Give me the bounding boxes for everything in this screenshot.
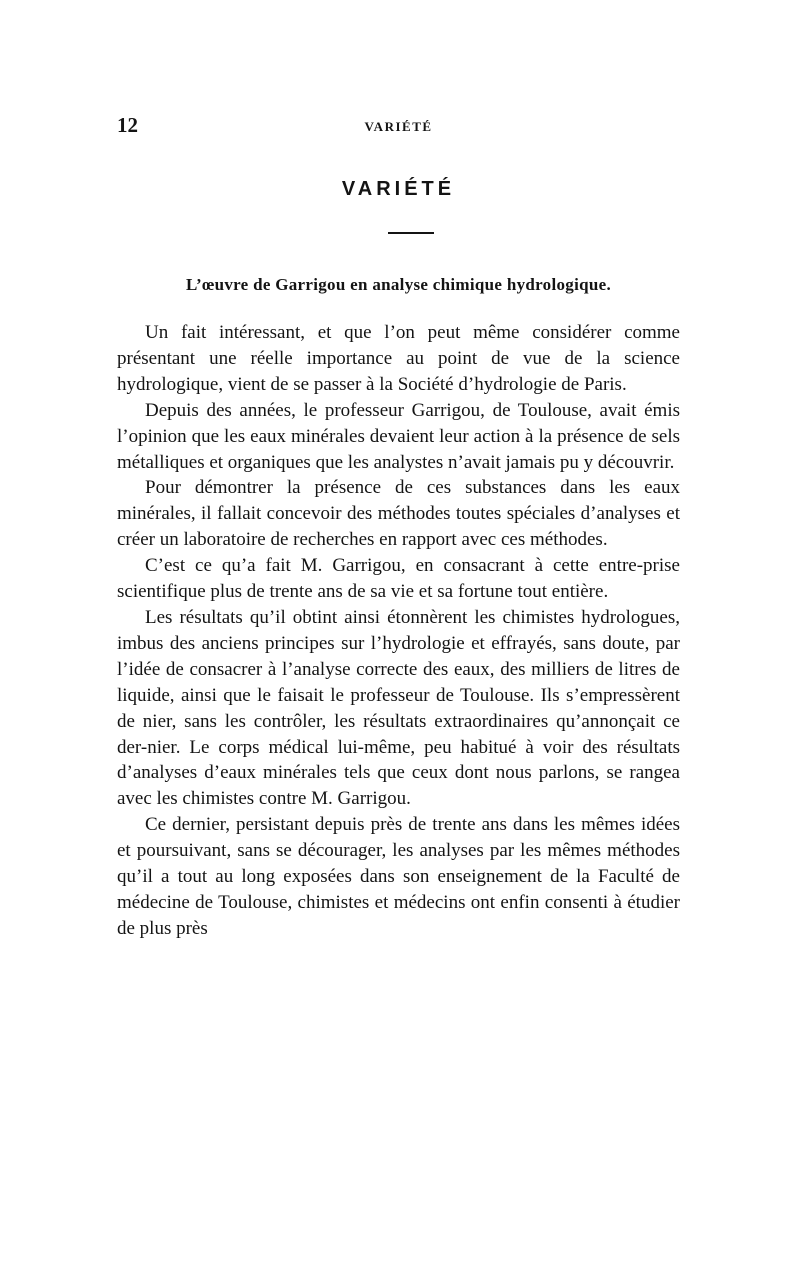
article-body <box>117 320 680 942</box>
paragraph: Pour démontrer la présence de ces substances dans les eaux minérales, il fallait concevoir des méthodes toutes spéciales d’analyses et créer un laboratoire de recherches en rapport avec ces méthodes. <box>117 477 680 551</box>
page-header <box>117 113 680 143</box>
paragraph: Les résultats qu’il obtint ainsi étonnèrent les chimistes hydrologues, imbus des anciens principes sur l’hydrologie et effrayés, sans doute, par l’idée de consacrer à l’analyse correcte des eaux, des milliers de litres de liquide, ainsi que le faisait le professeur de Toulouse. Ils s’empressèrent de nier, sans les contrôler, les résultats extraordinaires qu’annonçait ce der-nier. Le corps médical lui-même, peu habitué à voir des résultats d’analyses d’eaux minérales tels que ceux dont nous parlons, se rangea avec les chimistes contre M. Garrigou. <box>117 606 680 810</box>
paragraph: C’est ce qu’a fait M. Garrigou, en consacrant à cette entre-prise scientifique plus de trente ans de sa vie et sa fortune tout entière. <box>117 555 680 603</box>
paragraph: Ce dernier, persistant depuis près de trente ans dans les mêmes idées et poursuivant, sans se décourager, les analyses par les mêmes méthodes qu’il a tout au long exposées dans son enseignement de la Faculté de médecine de Toulouse, chimistes et médecins ont enfin consenti à étudier de plus près <box>117 814 680 939</box>
article-title: VARIÉTÉ <box>341 178 456 200</box>
paragraph: Un fait intéressant, et que l’on peut même considérer comme présentant une réelle importance au point de vue de la science hydrologique, vient de se passer à la Société d’hydrologie de Paris. <box>117 322 680 395</box>
title-divider <box>388 232 434 234</box>
paragraph: Depuis des années, le professeur Garrigou, de Toulouse, avait émis l’opinion que les eaux minérales devaient leur action à la présence de sels métalliques et organiques que les analystes n’avait jamais pu y découvrir. <box>117 399 680 473</box>
running-title: VARIÉTÉ <box>364 119 433 134</box>
page-number: 12 <box>117 113 138 137</box>
article-subtitle: L’œuvre de Garrigou en analyse chimique hydrologique. <box>185 275 612 294</box>
